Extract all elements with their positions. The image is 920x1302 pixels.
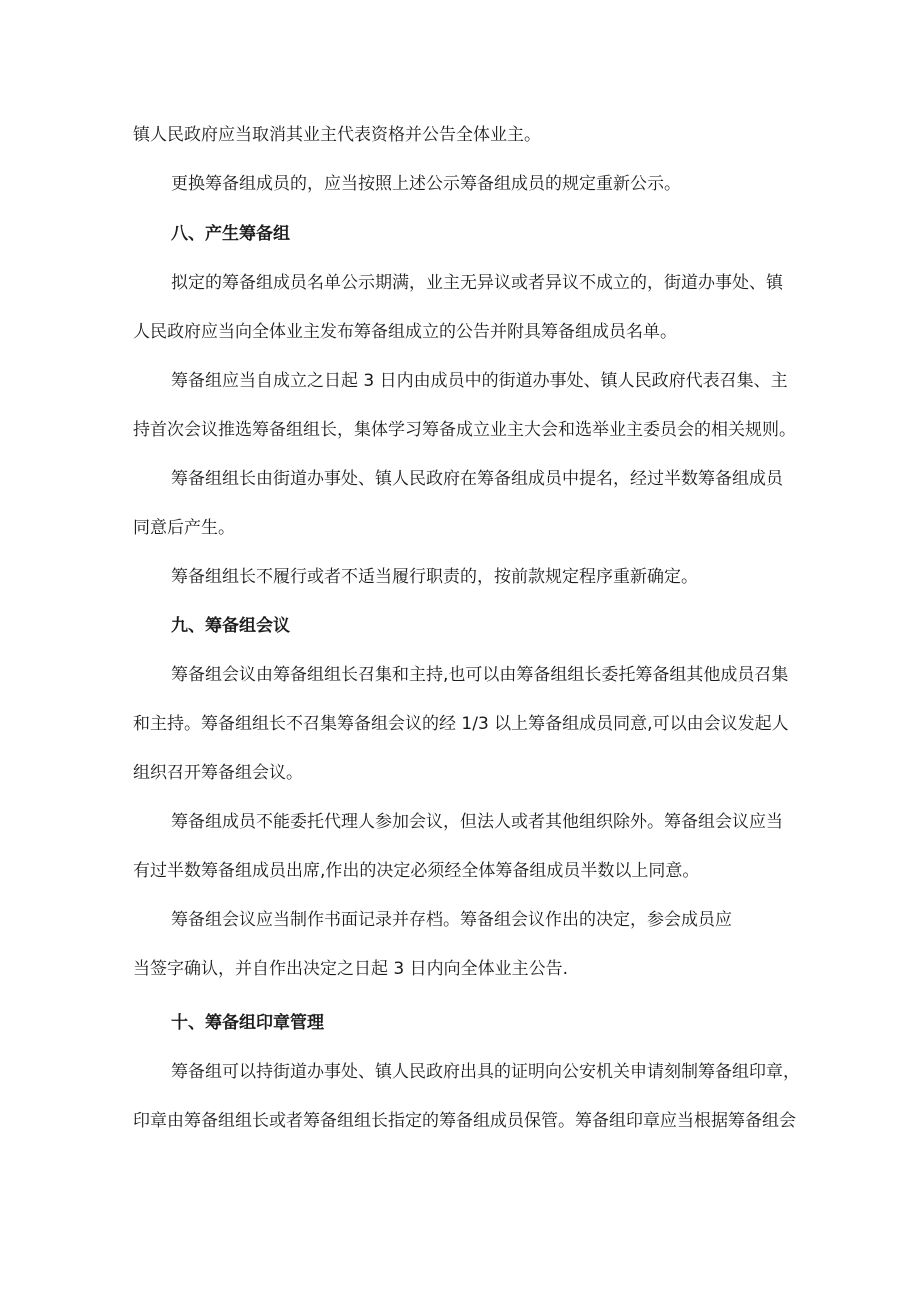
text-line: 筹备组应当自成立之日起 3 日内由成员中的街道办事处、镇人民政府代表召集、主 xyxy=(171,371,788,391)
text-line: 印章由筹备组组长或者筹备组组长指定的筹备组成员保管。筹备组印章应当根据筹备组会 xyxy=(133,1111,796,1131)
text-line: 同意后产生。 xyxy=(133,518,235,538)
text-line: 和主持。筹备组组长不召集筹备组会议的经 1/3 以上筹备组成员同意,可以由会议发起人 xyxy=(133,714,789,734)
text-line: 拟定的筹备组成员名单公示期满，业主无异议或者异议不成立的，街道办事处、镇 xyxy=(171,273,783,293)
text-line: 筹备组组长由街道办事处、镇人民政府在筹备组成员中提名，经过半数筹备组成员 xyxy=(171,469,783,489)
text-line: 镇人民政府应当取消其业主代表资格并公告全体业主。 xyxy=(133,125,541,145)
text-line: 筹备组会议由筹备组组长召集和主持,也可以由筹备组组长委托筹备组其他成员召集 xyxy=(171,665,789,685)
text-line: 有过半数筹备组成员出席,作出的决定必须经全体筹备组成员半数以上同意。 xyxy=(133,861,700,881)
text-line: 筹备组成员不能委托代理人参加会议，但法人或者其他组织除外。筹备组会议应当 xyxy=(171,812,783,832)
section-heading: 九、筹备组会议 xyxy=(171,616,290,636)
text-line: 筹备组组长不履行或者不适当履行职责的，按前款规定程序重新确定。 xyxy=(171,567,698,587)
text-line: 筹备组会议应当制作书面记录并存档。筹备组会议作出的决定，参会成员应 xyxy=(171,910,732,930)
text-line: 当签字确认，并自作出决定之日起 3 日内向全体业主公告. xyxy=(133,959,569,979)
text-line: 组织召开筹备组会议。 xyxy=(133,763,303,783)
text-line: 更换筹备组成员的，应当按照上述公示筹备组成员的规定重新公示。 xyxy=(171,174,681,194)
text-line: 持首次会议推选筹备组组长，集体学习筹备成立业主大会和选举业主委员会的相关规则。 xyxy=(133,420,796,440)
text-line: 筹备组可以持街道办事处、镇人民政府出具的证明向公安机关申请刻制筹备组印章， xyxy=(171,1062,800,1082)
section-heading: 十、筹备组印章管理 xyxy=(171,1013,324,1033)
section-heading: 八、产生筹备组 xyxy=(171,224,290,244)
text-line: 人民政府应当向全体业主发布筹备组成立的公告并附具筹备组成员名单。 xyxy=(133,322,677,342)
